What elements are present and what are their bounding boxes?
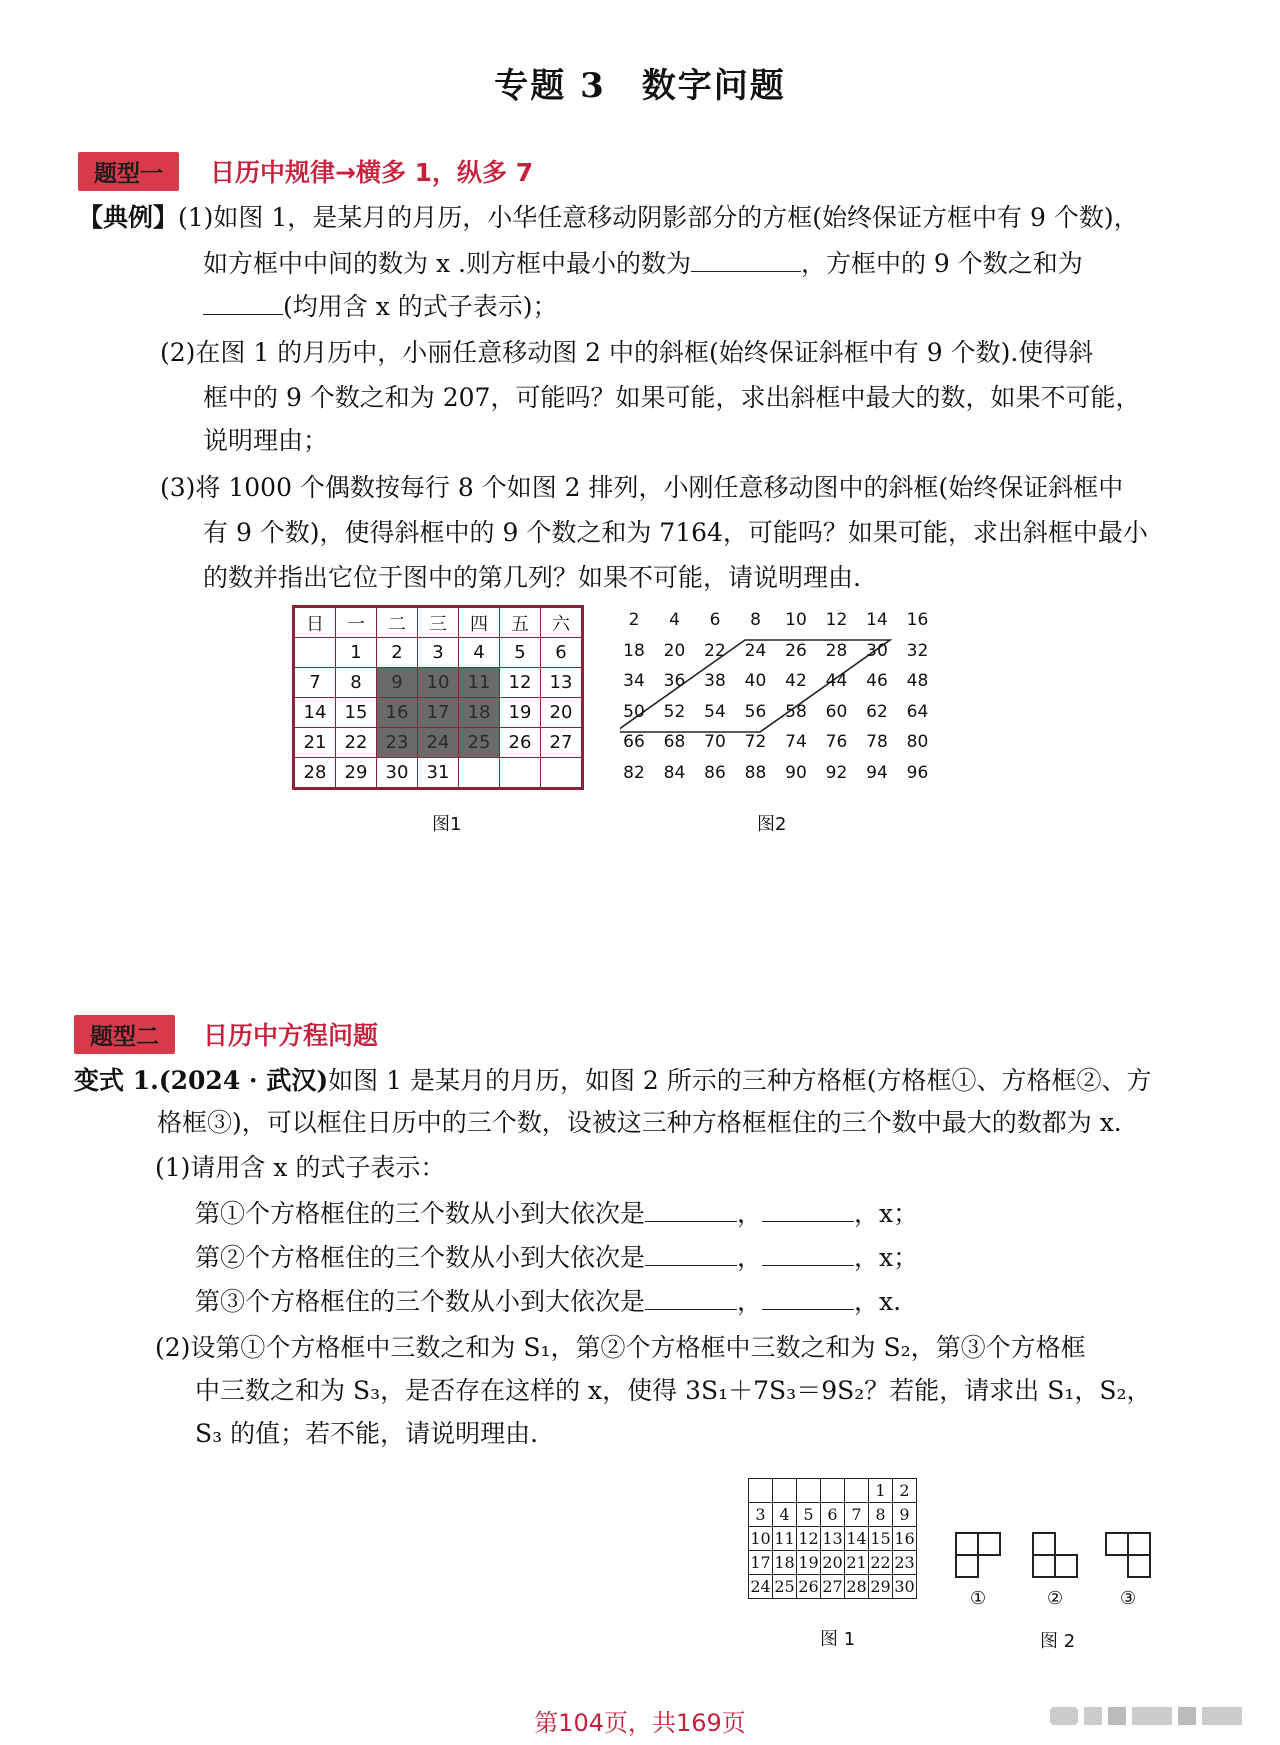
comma: ， [737,1243,763,1272]
grid-number: 30 [866,640,888,661]
calendar-cell: 5 [797,1503,821,1527]
calendar-cell: 14 [294,698,336,728]
shape-label-3: ③ [1120,1588,1137,1609]
answer-blank-2b[interactable] [762,1239,854,1266]
answer-blank-1a[interactable] [645,1195,737,1222]
grid-number: 40 [744,671,767,692]
calendar-cell-shaded: 10 [418,668,459,698]
calendar-cell: 28 [845,1575,869,1599]
calendar-cell [459,758,500,789]
grid-number: 64 [906,701,929,722]
q1-text-2a: 如方框中中间的数为 x .则方框中最小的数为 [203,249,691,278]
figure-1-caption: 图1 [432,814,462,835]
grid-number: 52 [663,701,686,722]
calendar-row [749,1479,917,1503]
calendar-cell: 4 [459,638,500,668]
grid-number: 36 [663,671,686,692]
calendar-cell: 5 [500,638,541,668]
part1-c-text: 第③个方格框住的三个数从小到大依次是 [195,1287,646,1316]
part1-b-text: 第②个方格框住的三个数从小到大依次是 [195,1243,646,1272]
grid-number: 16 [906,610,929,630]
answer-blank-sum[interactable] [203,288,283,315]
calendar-cell-shaded: 24 [418,728,459,758]
calendar-cell: 4 [773,1503,797,1527]
grid-number: 66 [623,732,645,753]
calendar-cell [821,1479,845,1503]
part1-line-c [195,1283,901,1320]
calendar-cell: 6 [541,638,583,668]
calendar-row [749,1503,917,1527]
calendar-cell: 25 [773,1575,797,1599]
calendar-cell: 8 [336,668,377,698]
example-q1-line3 [203,288,558,325]
grid-number: 72 [744,732,767,753]
calendar-cell: 22 [336,728,377,758]
q3-line2: 有 9 个数)，使得斜框中的 9 个数之和为 7164，可能吗？如果可能，求出斜框中最小 [203,518,1148,547]
grid-number: 76 [825,732,848,753]
example-q1-line1 [78,200,1139,236]
grid-number: 82 [623,763,645,783]
grid-number: 46 [866,671,888,692]
calendar-cell: 3 [749,1503,773,1527]
calendar-figure-1 [292,605,584,790]
weekday-header: 一 [336,607,377,638]
answer-blank-1b[interactable] [762,1195,854,1222]
part1-line-b [195,1239,918,1276]
calendar-cell-shaded: 23 [377,728,418,758]
calendar-row [294,758,583,789]
calendar-cell: 18 [773,1551,797,1575]
calendar-cell: 12 [797,1527,821,1551]
weekday-header: 三 [418,607,459,638]
even-number-grid [620,610,945,800]
calendar-cell: 28 [294,758,336,789]
grid-number: 20 [663,640,686,661]
small-figure-2-caption: 图 2 [1040,1631,1076,1652]
calendar-row [749,1575,917,1599]
grid-number: 10 [785,610,807,630]
calendar-cell: 11 [773,1527,797,1551]
shape-label-1: ① [970,1588,987,1609]
grid-number: 38 [704,671,726,692]
calendar-row [749,1527,917,1551]
q3-line1: (3)将 1000 个偶数按每行 8 个如图 2 排列，小刚任意移动图中的斜框(始终保证斜框中 [160,473,1124,502]
calendar-cell-shaded: 9 [377,668,418,698]
weekday-header: 日 [294,607,336,638]
grid-number: 12 [825,610,848,630]
comma: ， [737,1199,763,1228]
calendar-cell: 29 [869,1575,893,1599]
grid-number: 26 [785,640,807,661]
calendar-cell: 15 [336,698,377,728]
variant-label: 变式 1.(2024 · 武汉) [74,1066,329,1095]
q2-line3: 说明理由； [203,426,329,455]
answer-blank-min[interactable] [691,245,801,272]
part1-a-text: 第①个方格框住的三个数从小到大依次是 [195,1199,646,1228]
calendar-cell: 7 [294,668,336,698]
grid-number: 68 [663,732,686,753]
calendar-cell: 30 [377,758,418,789]
variant-intro-line1 [74,1063,1152,1099]
grid-number: 92 [825,763,848,783]
grid-number: 44 [825,671,848,692]
calendar-header-row [294,607,583,638]
grid-number: 78 [866,732,888,753]
calendar-cell: 9 [893,1503,917,1527]
line-end: ，x； [854,1199,919,1228]
grid-number: 14 [866,610,888,630]
grid-number: 42 [785,671,807,692]
grid-number: 2 [628,610,640,630]
calendar-row [294,698,583,728]
calendar-cell: 1 [336,638,377,668]
grid-number: 56 [744,701,767,722]
q1-text-2b: ，方框中的 9 个数之和为 [800,249,1083,278]
calendar-cell: 23 [893,1551,917,1575]
shape-label-2: ② [1047,1588,1064,1609]
calendar-cell-shaded: 25 [459,728,500,758]
calendar-cell: 17 [749,1551,773,1575]
calendar-cell: 22 [869,1551,893,1575]
grid-number: 74 [785,732,807,753]
calendar-cell-shaded: 16 [377,698,418,728]
calendar-cell: 29 [336,758,377,789]
answer-blank-3a[interactable] [645,1283,737,1310]
calendar-row [294,728,583,758]
weekday-header: 二 [377,607,418,638]
section-title-1: 日历中规律→横多 1，纵多 7 [210,158,534,187]
calendar-row [294,638,583,668]
watermark-logo-icon [1050,1703,1250,1733]
grid-number: 58 [785,701,807,722]
calendar-cell: 20 [821,1551,845,1575]
calendar-cell: 21 [845,1551,869,1575]
grid-number: 70 [704,732,726,753]
section-tag-1: 题型一 [78,152,179,191]
line-end: ，x； [854,1243,919,1272]
grid-number: 48 [906,671,929,692]
calendar-cell: 2 [893,1479,917,1503]
calendar-cell [294,638,336,668]
calendar-cell [773,1479,797,1503]
grid-number: 96 [906,763,929,783]
answer-blank-3b[interactable] [762,1283,854,1310]
section-tag-2: 题型二 [74,1015,175,1054]
grid-number: 54 [704,701,726,722]
small-figure-1-caption: 图 1 [820,1629,856,1650]
calendar-cell: 26 [500,728,541,758]
weekday-header: 五 [500,607,541,638]
calendar-cell: 26 [797,1575,821,1599]
example-q1-line2 [203,245,1083,282]
page-footer: 第104页，共169页 [534,1709,746,1737]
calendar-cell: 3 [418,638,459,668]
calendar-row [294,668,583,698]
calendar-cell: 31 [418,758,459,789]
answer-blank-2a[interactable] [645,1239,737,1266]
grid-number: 90 [785,763,807,783]
grid-number: 60 [825,701,848,722]
figure-2-caption: 图2 [757,814,787,835]
section-title-2: 日历中方程问题 [203,1021,379,1050]
part1-heading: (1)请用含 x 的式子表示： [155,1153,446,1182]
q2-line2: 框中的 9 个数之和为 207，可能吗？如果可能，求出斜框中最大的数，如果不可能， [203,383,1141,412]
grid-number: 32 [906,640,929,661]
calendar-figure-small [748,1478,917,1599]
grid-number: 8 [750,610,761,630]
grid-number: 22 [704,640,726,661]
grid-number: 18 [623,640,645,661]
weekday-header: 六 [541,607,583,638]
grid-number: 28 [825,640,848,661]
calendar-cell: 15 [869,1527,893,1551]
variant-text-1: 如图 1 是某月的月历，如图 2 所示的三种方格框(方格框①、方格框②、方 [328,1066,1152,1095]
calendar-cell [541,758,583,789]
grid-number: 86 [704,763,726,783]
calendar-cell: 10 [749,1527,773,1551]
grid-number: 62 [866,701,888,722]
calendar-cell: 6 [821,1503,845,1527]
calendar-cell: 21 [294,728,336,758]
grid-number: 4 [669,610,680,630]
comma: ， [737,1287,763,1316]
calendar-cell: 27 [541,728,583,758]
calendar-cell: 8 [869,1503,893,1527]
calendar-cell: 27 [821,1575,845,1599]
weekday-header: 四 [459,607,500,638]
q3-line3: 的数并指出它位于图中的第几列？如果不可能，请说明理由. [203,563,861,592]
calendar-cell: 2 [377,638,418,668]
grid-number: 88 [744,763,767,783]
grid-number: 6 [709,610,721,630]
example-label: 【典例】 [78,203,179,232]
page-title: 专题 3 数字问题 [494,66,786,106]
part2-line2: 中三数之和为 S₃，是否存在这样的 x，使得 3S₁＋7S₃＝9S₂？若能，请求出 S₁，S₂， [195,1376,1152,1405]
calendar-cell: 20 [541,698,583,728]
grid-number: 94 [866,763,888,783]
part2-line1: (2)设第①个方格框中三数之和为 S₁，第②个方格框中三数之和为 S₂，第③个方格框 [155,1333,1086,1362]
calendar-cell: 30 [893,1575,917,1599]
calendar-cell: 1 [869,1479,893,1503]
calendar-cell [797,1479,821,1503]
calendar-cell: 24 [749,1575,773,1599]
q2-line1: (2)在图 1 的月历中，小丽任意移动图 2 中的斜框(始终保证斜框中有 9 个数).使得斜 [160,338,1094,367]
q1-text-3: (均用含 x 的式子表示)； [283,292,558,321]
calendar-cell: 13 [821,1527,845,1551]
grid-number: 50 [623,701,645,722]
line-end: ，x. [854,1287,902,1316]
calendar-cell: 19 [500,698,541,728]
calendar-cell: 16 [893,1527,917,1551]
calendar-row [749,1551,917,1575]
calendar-cell-shaded: 11 [459,668,500,698]
calendar-cell: 7 [845,1503,869,1527]
calendar-cell [749,1479,773,1503]
calendar-cell-shaded: 17 [418,698,459,728]
part1-line-a [195,1195,918,1232]
part2-line3: S₃ 的值；若不能，请说明理由. [195,1419,539,1448]
grid-number: 84 [663,763,686,783]
calendar-cell-shaded: 18 [459,698,500,728]
calendar-cell: 12 [500,668,541,698]
calendar-cell: 19 [797,1551,821,1575]
calendar-cell [845,1479,869,1503]
grid-number: 80 [906,732,929,753]
grid-number: 24 [744,640,767,661]
calendar-cell: 13 [541,668,583,698]
calendar-cell: 14 [845,1527,869,1551]
q1-text-1: (1)如图 1，是某月的月历，小华任意移动阴影部分的方框(始终保证方框中有 9 个数)， [178,203,1139,232]
variant-intro-line2: 格框③)，可以框住日历中的三个数，设被这三种方格框框住的三个数中最大的数都为 x. [157,1108,1122,1137]
grid-number: 34 [623,671,645,692]
calendar-cell [500,758,541,789]
